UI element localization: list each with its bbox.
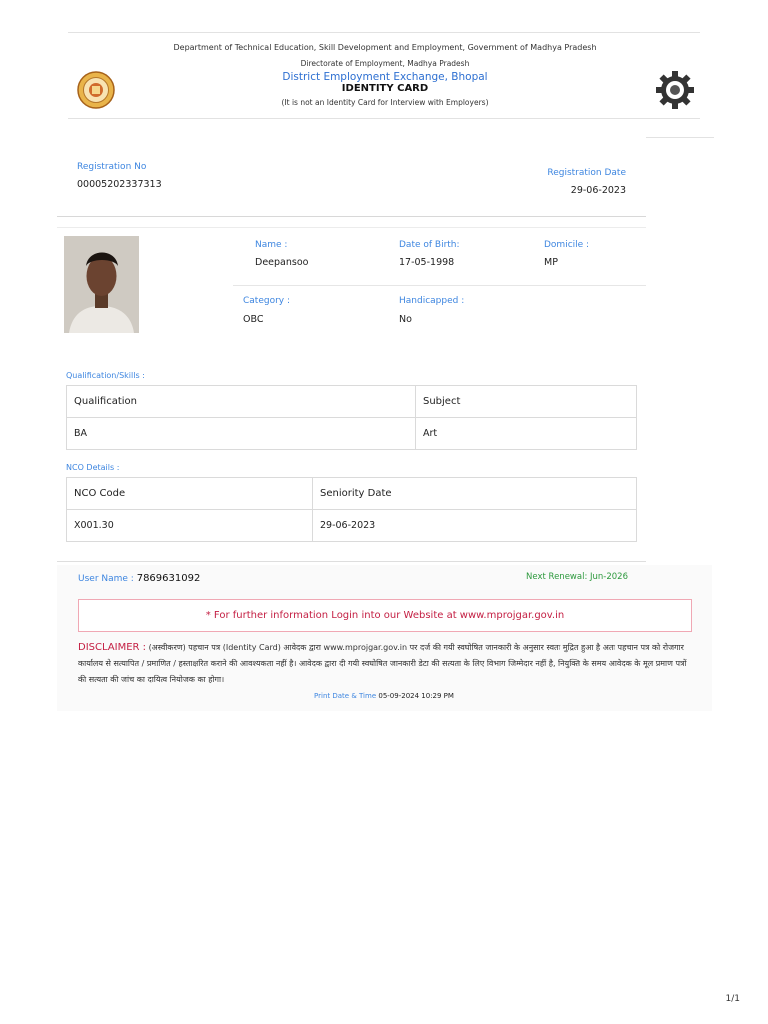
page-number: 1/1 (725, 994, 740, 1004)
registration-date-value: 29-06-2023 (570, 185, 626, 196)
column-header-nco-code: NCO Code (67, 478, 313, 510)
gear-emblem-icon (655, 70, 695, 110)
next-renewal: Next Renewal: Jun-2026 (526, 572, 628, 582)
column-header-subject: Subject (416, 386, 637, 418)
print-date-value: 05-09-2024 10:29 PM (378, 692, 454, 700)
user-name-label: User Name : (78, 574, 134, 584)
divider (233, 285, 646, 286)
table-row (67, 510, 637, 542)
user-name-row (78, 573, 200, 584)
card-note: (It is not an Identity Card for Interview with Employers) (281, 98, 489, 107)
category-label: Category : (243, 296, 291, 306)
domicile-label: Domicile : (544, 240, 590, 250)
handicapped-label: Handicapped : (399, 296, 465, 306)
subject-cell: Art (416, 418, 637, 450)
qualification-section-label: Qualification/Skills : (66, 371, 145, 380)
header-top-rule (68, 32, 700, 33)
column-header-qualification: Qualification (67, 386, 416, 418)
handicapped-value: No (399, 314, 412, 325)
dob-value: 17-05-1998 (399, 257, 455, 268)
nco-section-label: NCO Details : (66, 463, 120, 472)
mp-government-emblem-icon (77, 71, 115, 109)
print-date-row (230, 692, 538, 700)
disclaimer (78, 640, 690, 688)
card-title: IDENTITY CARD (341, 83, 429, 94)
website-info-box (78, 599, 692, 632)
disclaimer-label: DISCLAIMER : (78, 642, 147, 653)
applicant-photo (64, 236, 139, 333)
office-title: District Employment Exchange, Bhopal (282, 71, 488, 83)
domicile-value: MP (544, 257, 558, 268)
divider (646, 137, 714, 138)
qualification-table (66, 385, 637, 450)
registration-no-label: Registration No (77, 162, 147, 172)
table-header-row (67, 386, 637, 418)
table-row (67, 418, 637, 450)
nco-table (66, 477, 637, 542)
table-header-row (67, 478, 637, 510)
nco-code-cell: X001.30 (67, 510, 313, 542)
name-label: Name : (255, 240, 288, 250)
registration-date-label: Registration Date (547, 168, 626, 178)
seniority-date-cell: 29-06-2023 (313, 510, 637, 542)
divider (57, 561, 646, 562)
dob-label: Date of Birth: (399, 240, 460, 250)
header-bottom-rule (68, 118, 700, 119)
divider (57, 216, 646, 217)
website-info-text: * For further information Login into our Website at www.mprojgar.gov.in (205, 610, 565, 621)
user-name-value: 7869631092 (136, 573, 201, 584)
department-title: Department of Technical Education, Skill Development and Employment, Government of Madhya Pradesh (173, 43, 597, 52)
print-date-label: Print Date & Time (314, 692, 377, 700)
divider (57, 227, 646, 228)
registration-no-value: 00005202337313 (77, 179, 162, 190)
name-value: Deepansoo (255, 257, 309, 268)
directorate-title: Directorate of Employment, Madhya Pradesh (300, 59, 470, 68)
column-header-seniority-date: Seniority Date (313, 478, 637, 510)
qualification-cell: BA (67, 418, 416, 450)
footer-panel (57, 565, 712, 711)
category-value: OBC (243, 314, 264, 325)
disclaimer-text: (अस्वीकरण) पहचान पत्र (Identity Card) आवेदक द्वारा www.mprojgar.gov.in पर दर्ज की गयी स्वघोषित जानकारी के अनुसार स्वतः मुद्रित हुआ है अतः पहचान पत्र को रोजगार कार्यालय से सत्यापित / प्रमाणित / हस्ताक्षरित कराने की आवश्यकता नहीं है। आवेदक द्वारा दी गयी स्वघोषित जानकारी डेटा की सत्यता के लिए विभाग जिम्मेदार नहीं है, नियुक्ति के समय आवेदक के मूल प्रमाण पत्रों की सत्यता की जांच का दायित्व नियोजक का होगा। (78, 643, 687, 684)
